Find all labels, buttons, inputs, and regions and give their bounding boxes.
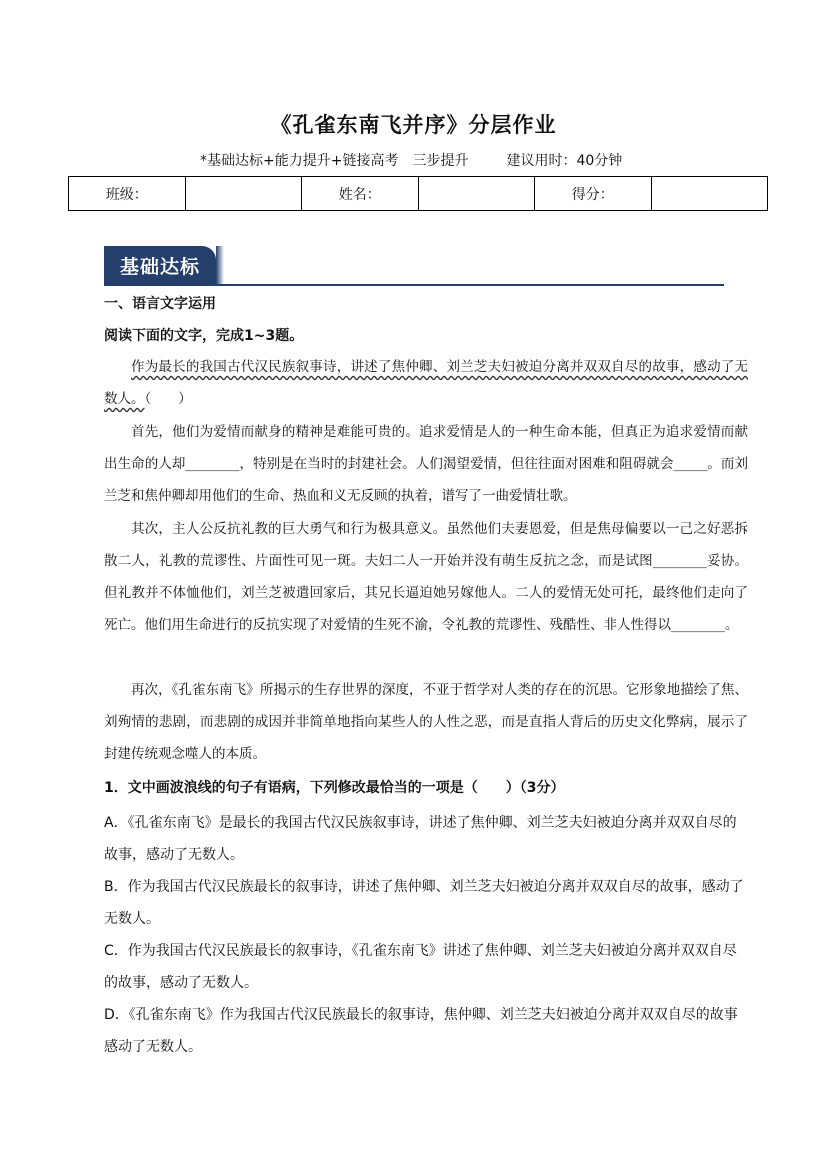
subtitle <box>200 150 622 170</box>
passage-paragraph-2: 首先，他们为爱情而献身的精神是难能可贵的。追求爱情是人的一种生命本能，但真正为追求爱情而献出生命的人却________，特别是在当时的封建社会。人们渴望爱情，但往往面对困难和阻碍就会_____。而刘兰芝和焦仲卿却用他们的生命、热血和义无反顾的执着，谱写了一曲爱情壮歌。 <box>104 424 748 504</box>
page-title: 《孔雀东南飞并序》分层作业 <box>270 113 557 137</box>
section-banner: 基础达标 <box>104 246 216 284</box>
option-a[interactable]: A．《孔雀东南飞》是最长的我国古代汉民族叙事诗，讲述了焦仲卿、刘兰芝夫妇被迫分离并双双自尽的故事，感动了无数人。 <box>104 815 737 863</box>
suggested-time: 建议用时：40分钟 <box>506 153 623 169</box>
name-label: 姓名： <box>302 177 419 211</box>
subtitle-steps: *基础达标+能力提升+链接高考 三步提升 <box>200 153 469 169</box>
score-field[interactable] <box>651 177 768 211</box>
option-b[interactable]: B．作为我国古代汉民族最长的叙事诗，讲述了焦仲卿、刘兰芝夫妇被迫分离并双双自尽的故事，感动了无数人。 <box>104 879 744 927</box>
option-d[interactable]: D．《孔雀东南飞》作为我国古代汉民族最长的叙事诗，焦仲卿、刘兰芝夫妇被迫分离并双双自尽的故事感动了无数人。 <box>104 1007 738 1055</box>
passage-paragraph-4: 再次，《孔雀东南飞》所揭示的生存世界的深度，不亚于哲学对人类的存在的沉思。它形象地描绘了焦、刘殉情的悲剧，而悲剧的成因并非简单地指向某些人的人性之恶，而是直指人背后的历史文化弊病，展示了封建传统观念噬人的本质。 <box>104 682 748 762</box>
passage-paragraph-3: 其次，主人公反抗礼教的巨大勇气和行为极具意义。虽然他们夫妻恩爱，但是焦母偏要以一己之好恶拆散二人，礼教的荒谬性、片面性可见一斑。夫妇二人一开始并没有萌生反抗之念，而是试图________妥协。但礼教并不体恤他们，刘兰芝被遣回家后，其兄长逼迫她另嫁他人。二人的爱情无处可托，最终他们走向了死亡。他们用生命进行的反抗实现了对爱情的生死不渝，令礼教的荒谬性、残酷性、非人性得以________。 <box>104 521 748 633</box>
class-label: 班级： <box>69 177 186 211</box>
option-c[interactable]: C．作为我国古代汉民族最长的叙事诗，《孔雀东南飞》讲述了焦仲卿、刘兰芝夫妇被迫分离并双双自尽的故事，感动了无数人。 <box>104 943 737 991</box>
score-label: 得分： <box>535 177 652 211</box>
section-divider <box>104 284 724 286</box>
section-banner-tail <box>216 246 224 284</box>
part-heading: 一、语言文字运用 <box>104 296 216 312</box>
answer-bracket: （ ） <box>144 391 192 407</box>
student-info-table <box>68 176 768 211</box>
name-field[interactable] <box>418 177 535 211</box>
question-1-stem: 1．文中画波浪线的句子有语病，下列修改最恰当的一项是（ ）（3分） <box>104 780 565 796</box>
class-field[interactable] <box>185 177 302 211</box>
wavy-underlined-sentence: 作为最长的我国古代汉民族叙事诗，讲述了焦仲卿、刘兰芝夫妇被迫分离并双双自尽的故事，感动了无数人。 <box>104 359 748 407</box>
passage-paragraph-1 <box>104 351 748 415</box>
reading-instruction: 阅读下面的文字，完成1~3题。 <box>104 328 304 344</box>
